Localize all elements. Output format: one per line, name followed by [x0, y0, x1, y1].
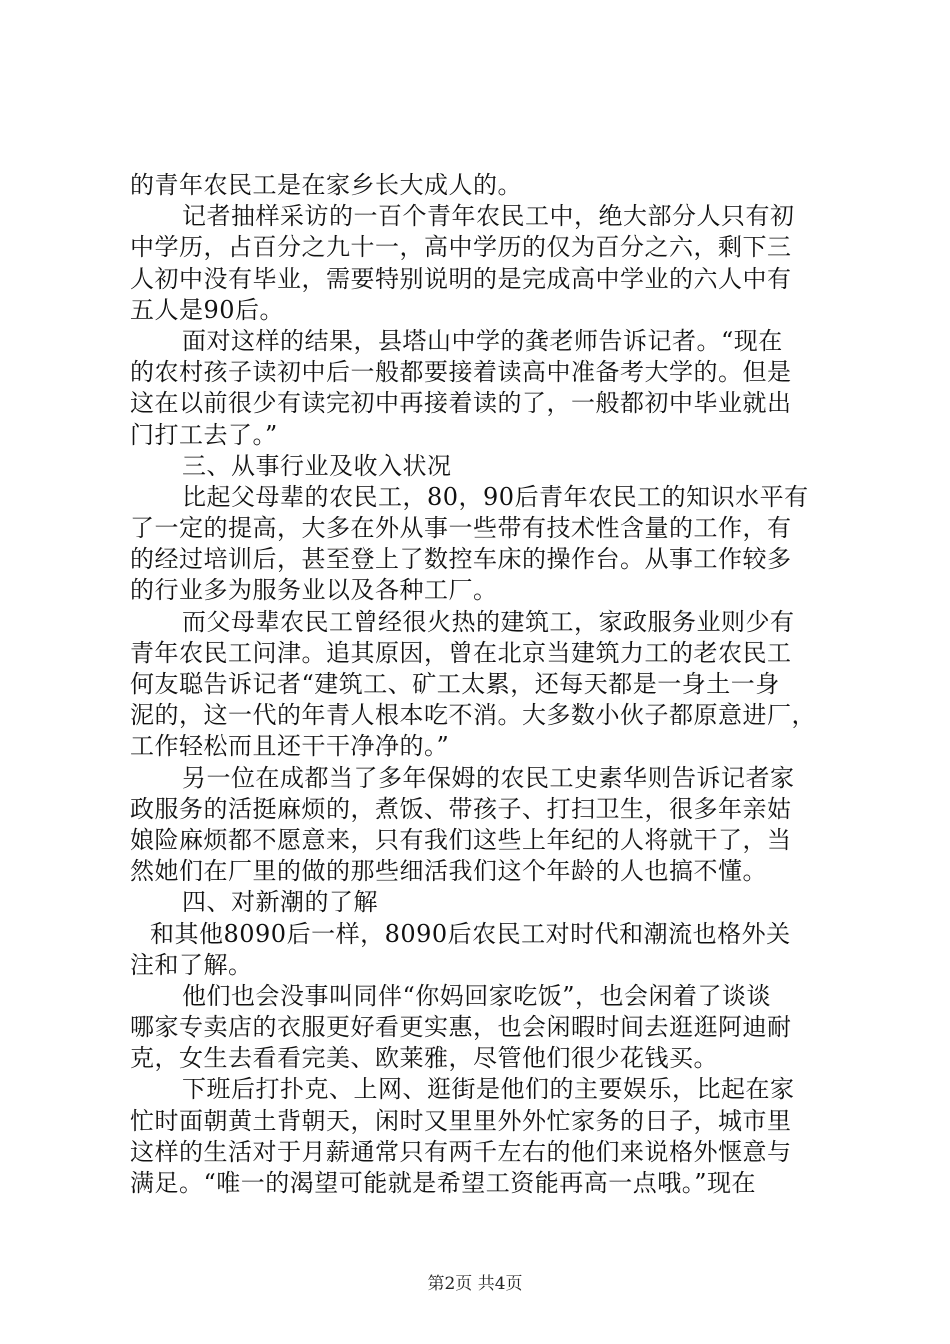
text-line: 中学历，占百分之九十一，高中学历的仅为百分之六，剩下三: [130, 233, 792, 262]
paragraph-start-line: 面对这样的结果，县塔山中学的龚老师告诉记者。“现在: [182, 326, 783, 355]
text-line: 青年农民工问津。追其原因，曾在北京当建筑力工的老农民工: [130, 638, 792, 667]
text-line: 这在以前很少有读完初中再接着读的了，一般都初中毕业就出: [130, 389, 792, 418]
text-line: 人初中没有毕业，需要特别说明的是完成高中学业的六人中有: [130, 264, 792, 293]
text-line: 这样的生活对于月薪通常只有两千左右的他们来说格外惬意与: [130, 1137, 792, 1166]
text-line: 然她们在厂里的做的那些细活我们这个年龄的人也搞不懂。: [130, 857, 767, 886]
body-text: [130, 170, 830, 1199]
page-number-footer: 第2页 共4页: [427, 1274, 523, 1294]
text-line: 注和了解。: [130, 950, 253, 979]
paragraph-start-line: 另一位在成都当了多年保姆的农民工史素华则告诉记者家: [182, 763, 795, 792]
text-line: 的经过培训后，甚至登上了数控车床的操作台。从事工作较多: [130, 545, 792, 574]
text-line: 的农村孩子读初中后一般都要接着读高中准备考大学的。但是: [130, 358, 792, 387]
paragraph-start-line: 而父母辈农民工曾经很火热的建筑工，家政服务业则少有: [182, 607, 795, 636]
paragraph-start-line: 下班后打扑克、上网、逛街是他们的主要娱乐，比起在家: [182, 1075, 795, 1104]
text-line: 工作轻松而且还干干净净的。”: [130, 732, 450, 761]
text-line: 克，女生去看看完美、欧莱雅，尽管他们很少花钱买。: [130, 1044, 718, 1073]
paragraph-start-line: 比起父母辈的农民工，80，90后青年农民工的知识水平有: [182, 482, 809, 511]
text-line: 了一定的提高，大多在外从事一些带有技术性含量的工作，有: [130, 514, 792, 543]
section-heading: 四、对新潮的了解: [182, 888, 378, 917]
section-heading: 三、从事行业及收入状况: [182, 451, 452, 480]
text-line: 门打工去了。”: [130, 420, 278, 449]
text-line: 哪家专卖店的衣服更好看更实惠，也会闲暇时间去逛逛阿迪耐: [130, 1013, 792, 1042]
text-line: 政服务的活挺麻烦的，煮饭、带孩子、打扫卫生，很多年亲姑: [130, 794, 792, 823]
paragraph-start-line: 他们也会没事叫同伴“你妈回家吃饭”，也会闲着了谈谈: [182, 981, 772, 1010]
paragraph-start-line: 和其他8090后一样，8090后农民工对时代和潮流也格外关: [150, 919, 791, 948]
text-line: 娘险麻烦都不愿意来，只有我们这些上年纪的人将就干了，当: [130, 825, 792, 854]
text-line: 满足。“唯一的渴望可能就是希望工资能再高一点哦。”现在: [130, 1169, 757, 1197]
paragraph-start-line: 记者抽样采访的一百个青年农民工中，绝大部分人只有初: [182, 202, 795, 231]
text-line: 忙时面朝黄土背朝天，闲时又里里外外忙家务的日子，城市里: [130, 1106, 792, 1135]
text-line: 五人是90后。: [130, 295, 285, 324]
text-line: 泥的，这一代的年青人根本吃不消。大多数小伙子都原意进厂，: [130, 701, 816, 730]
text-line: 何友聪告诉记者“建筑工、矿工太累，还每天都是一身土一身: [130, 670, 780, 698]
text-line: 的行业多为服务业以及各种工厂。: [130, 576, 498, 605]
text-line: 的青年农民工是在家乡长大成人的。: [130, 171, 522, 199]
